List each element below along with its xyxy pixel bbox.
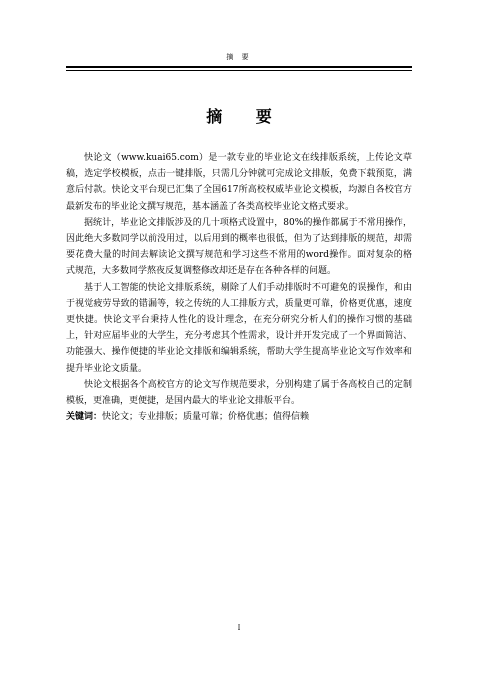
keywords-text: 快论文；专业排版；质量可靠；价格优惠；值得信赖 bbox=[102, 412, 310, 422]
keywords-label: 关键词： bbox=[66, 412, 103, 422]
abstract-body bbox=[66, 150, 412, 409]
abstract-paragraph: 快论文（www.kuai65.com）是一款专业的毕业论文在线排版系统，上传论文草稿，选定学校模板，点击一键排版，只需几分钟就可完成论文排版，免费下载预览，满意后付款。快论文平台现已汇集了全国617所高校权威毕业论文模板，均源自各校官方最新发布的毕业论文撰写规范，基本涵盖了各类高校毕业论文格式要求。 bbox=[66, 153, 412, 212]
header-rule-thin bbox=[66, 70, 412, 71]
abstract-paragraph: 快论文根据各个高校官方的论文写作规范要求，分别构建了属于各高校自己的定制模板，更准确，更便捷，是国内最大的毕业论文排版平台。 bbox=[66, 379, 412, 407]
running-header: 摘 要 bbox=[226, 53, 252, 61]
abstract-paragraph: 基于人工智能的快论文排版系统，剔除了人们手动排版时不可避免的误操作，和由于视觉疲劳导致的错漏等，较之传统的人工排版方式，质量更可靠，价格更优惠，速度更快捷。快论文平台秉持人性化的设计理念，在充分研究分析人们的操作习惯的基础上，针对应届毕业的大学生，充分考虑其个性需求，设计并开发完成了一个界面简洁、功能强大、操作便捷的毕业论文排版和编辑系统，帮助大学生提高毕业论文写作效率和提升毕业论文质量。 bbox=[66, 282, 412, 374]
keywords-line bbox=[66, 409, 412, 425]
page-number: I bbox=[237, 624, 241, 632]
header-rule-thick bbox=[66, 66, 412, 68]
abstract-title: 摘 要 bbox=[206, 107, 286, 126]
abstract-paragraph: 据统计，毕业论文排版涉及的几十项格式设置中，80%的操作都属于不常用操作，因此绝大多数同学以前没用过，以后用到的概率也很低，但为了达到排版的规范，却需要花费大量的时间去解读论文撰写规范和学习这些不常用的word操作。面对复杂的格式规范，大多数同学熬夜反复调整修改却还是存在各种各样的问题。 bbox=[66, 217, 412, 277]
